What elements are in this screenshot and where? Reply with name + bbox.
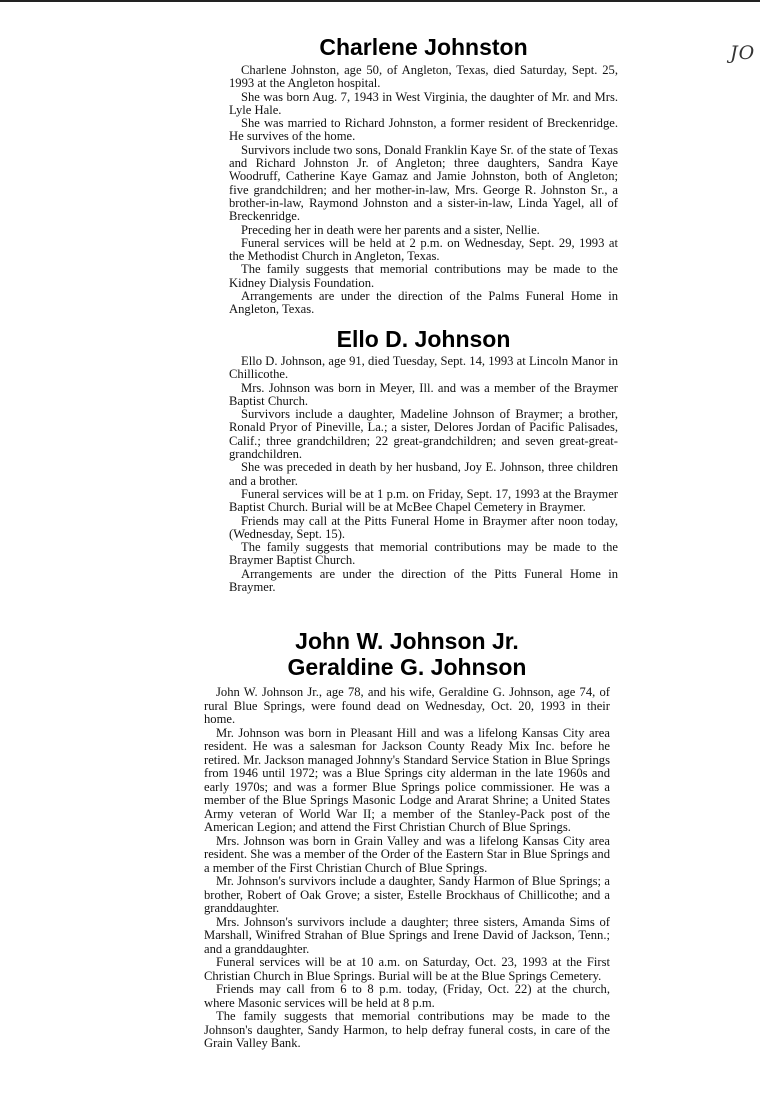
- obituary-ello-johnson: [229, 326, 618, 594]
- handwritten-note: JO: [730, 42, 756, 64]
- paragraph: Friends may call from 6 to 8 p.m. today, (Friday, Oct. 22) at the church, where Masonic services will be held at 8 p.m.: [204, 982, 610, 1010]
- obituary-title: John W. Johnson Jr.: [295, 628, 519, 654]
- paragraph: Mr. Johnson was born in Pleasant Hill and was a lifelong Kansas City area resident. He was a salesman for Jackson County Ready Mix Inc. before he retired. Mr. Jackson managed Johnny's Standard Service Station in Blue Springs from 1946 until 1972; was a Blue Springs city alderman in the late 1960s and early 1970s; and was a former Blue Springs police commissioner. He was a member of the Blue Springs Masonic Lodge and Ararat Shrine; a United States Army veteran of World War II; a member of the Stanley-Pack post of the American Legion; and attend the First Christian Church of Blue Springs.: [204, 725, 610, 834]
- paragraph: Mr. Johnson's survivors include a daughter, Sandy Harmon of Blue Springs; a brother, Robert of Oak Grove; a sister, Estelle Brockhaus of Chillicothe; and a granddaughter.: [204, 874, 610, 915]
- paragraph: The family suggests that memorial contributions may be made to the Braymer Baptist Church.: [229, 540, 618, 568]
- obituary-title: Charlene Johnston: [319, 34, 528, 60]
- obituary-title: Ello D. Johnson: [336, 326, 511, 352]
- obituary-title: Geraldine G. Johnson: [287, 654, 527, 680]
- paragraph: Ello D. Johnson, age 91, died Tuesday, Sept. 14, 1993 at Lincoln Manor in Chillicothe.: [229, 354, 618, 382]
- obituary-charlene-johnston: [229, 34, 618, 317]
- paragraph: Mrs. Johnson was born in Grain Valley and was a lifelong Kansas City area resident. She was a member of the Order of the Eastern Star in Blue Springs and a member of the First Christian Church of Blue Springs.: [204, 833, 610, 875]
- paragraph: She was born Aug. 7, 1943 in West Virginia, the daughter of Mr. and Mrs. Lyle Hale.: [229, 89, 618, 117]
- paragraph: Survivors include two sons, Donald Franklin Kaye Sr. of the state of Texas and Richard Johnston Jr. of Angleton; three daughters, Sandra Kaye Woodruff, Catherine Kaye Gamaz and Jamie Johnston, both of Angleton; five grandchildren; and her mother-in-law, Mrs. George R. Johnston Sr., a brother-in-law, Raymond Johnston and a sister-in-law, Linda Yagel, all of Breckenridge.: [229, 142, 618, 224]
- paragraph: Charlene Johnston, age 50, of Angleton, Texas, died Saturday, Sept. 25, 1993 at the Angleton hospital.: [229, 63, 618, 91]
- paragraph: Funeral services will be at 1 p.m. on Friday, Sept. 17, 1993 at the Braymer Baptist Church. Burial will be at McBee Chapel Cemetery in Braymer.: [229, 486, 618, 515]
- paragraph: The family suggests that memorial contributions may be made to the Kidney Dialysis Foundation.: [229, 262, 618, 290]
- paragraph: Arrangements are under the direction of the Pitts Funeral Home in Braymer.: [229, 566, 618, 595]
- obituary-body: [229, 355, 618, 594]
- paragraph: The family suggests that memorial contributions may be made to the Johnson's daughter, Sandy Harmon, to help defray funeral costs, in care of the Grain Valley Bank.: [204, 1009, 610, 1050]
- paragraph: She was married to Richard Johnston, a former resident of Breckenridge. He survives of the home.: [229, 116, 618, 144]
- paragraph: She was preceded in death by her husband, Joy E. Johnson, three children and a brother.: [229, 460, 618, 488]
- paragraph: Arrangements are under the direction of the Palms Funeral Home in Angleton, Texas.: [229, 289, 618, 317]
- paragraph: Mrs. Johnson was born in Meyer, Ill. and was a member of the Braymer Baptist Church.: [229, 380, 618, 408]
- paragraph: Survivors include a daughter, Madeline Johnson of Braymer; a brother, Ronald Pryor of Pineville, La.; a sister, Delores Jordan of Pacific Palisades, Calif.; three grandchildren; 22 great-grandchildren; and seven great-great-grandchildren.: [229, 407, 618, 462]
- paragraph: John W. Johnson Jr., age 78, and his wife, Geraldine G. Johnson, age 74, of rural Blue Springs, were found dead on Wednesday, Oct. 20, 1993 in their home.: [204, 685, 610, 726]
- paragraph: Mrs. Johnson's survivors include a daughter; three sisters, Amanda Sims of Marshall, Winifred Strahan of Blue Springs and Irene David of Jackson, Tenn.; and a granddaughter.: [204, 914, 610, 956]
- obituary-johnson-couple: [204, 628, 610, 1051]
- obituary-body: [229, 64, 618, 317]
- page-top-border: [0, 0, 760, 2]
- paragraph: Friends may call at the Pitts Funeral Home in Braymer after noon today, (Wednesday, Sept. 15).: [229, 513, 618, 541]
- paragraph: Funeral services will be held at 2 p.m. on Wednesday, Sept. 29, 1993 at the Methodist Church in Angleton, Texas.: [229, 235, 618, 264]
- paragraph: Preceding her in death were her parents and a sister, Nellie.: [241, 222, 540, 237]
- paragraph: Funeral services will be at 10 a.m. on Saturday, Oct. 23, 1993 at the First Christian Church in Blue Springs. Burial will be at the Blue Springs Cemetery.: [204, 955, 610, 983]
- obituary-body: [204, 686, 610, 1051]
